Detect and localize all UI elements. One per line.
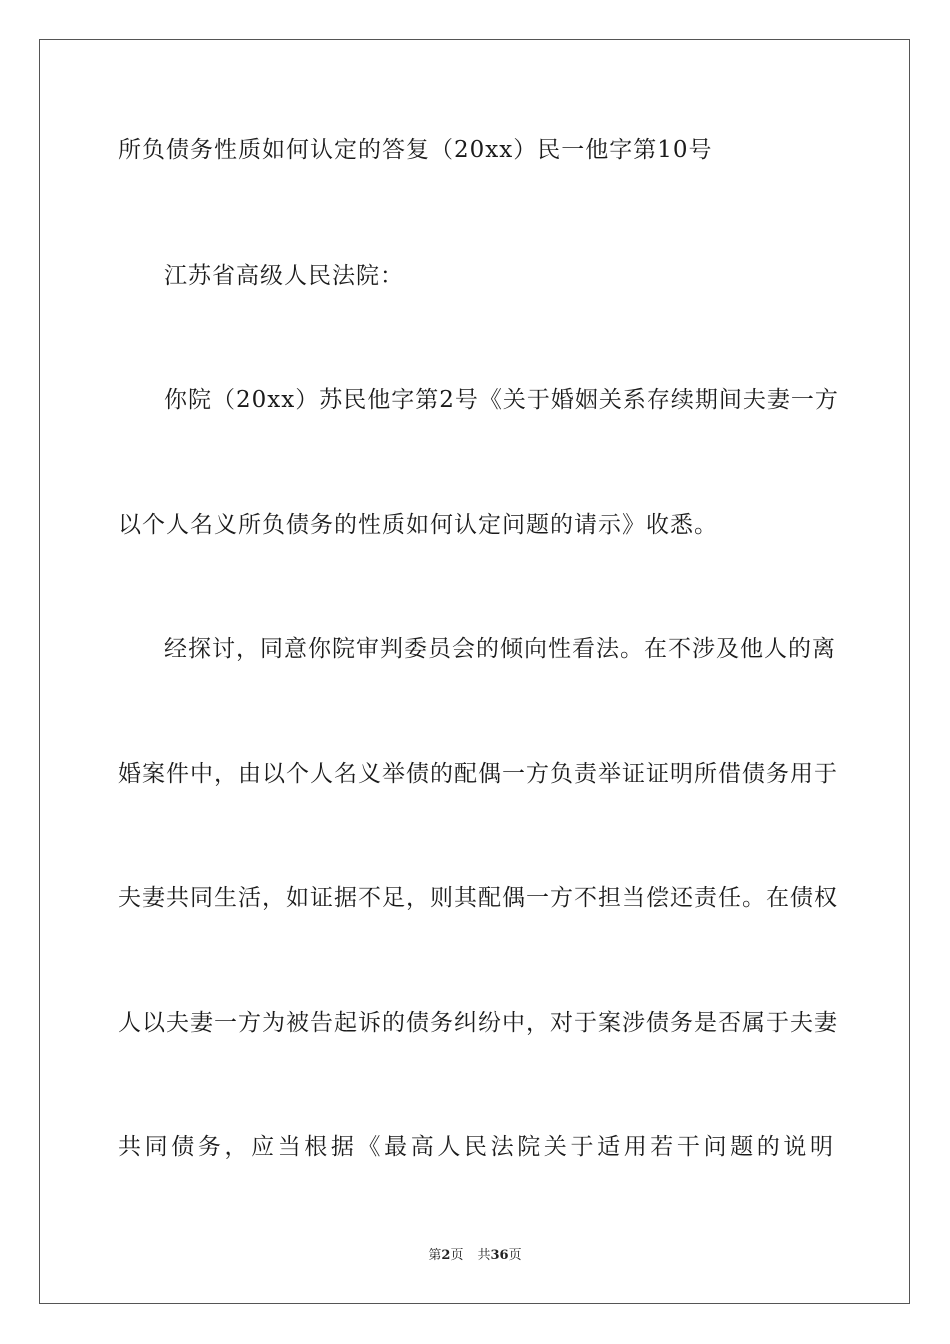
paragraph-line: 人以夫妻一方为被告起诉的债务纠纷中，对于案涉债务是否属于夫妻: [118, 1010, 838, 1036]
total-pages-number: 36: [490, 1248, 509, 1263]
page-border: [39, 39, 910, 1304]
paragraph-line: 婚案件中，由以个人名义举债的配偶一方负责举证证明所借债务用于: [118, 761, 838, 787]
paragraph-line: 共同债务，应当根据《最高人民法院关于适用若干问题的说明: [118, 1134, 834, 1160]
page-footer: [0, 1247, 950, 1265]
document-heading-line: 所负债务性质如何认定的答复（20xx）民一他字第10号: [118, 137, 713, 163]
current-page-number: 2: [441, 1248, 451, 1263]
addressee-line: 江苏省高级人民法院：: [164, 263, 404, 289]
total-pages-prefix: 共: [477, 1248, 491, 1263]
total-pages-suffix: 页: [508, 1248, 522, 1263]
paragraph-line: 你院（20xx）苏民他字第2号《关于婚姻关系存续期间夫妻一方: [164, 387, 839, 413]
paragraph-line: 经探讨，同意你院审判委员会的倾向性看法。在不涉及他人的离: [164, 636, 836, 662]
paragraph-line: 以个人名义所负债务的性质如何认定问题的请示》收悉。: [118, 512, 718, 538]
page-number-suffix: 页: [450, 1248, 464, 1263]
page-number-prefix: 第: [428, 1248, 442, 1263]
paragraph-line: 夫妻共同生活，如证据不足，则其配偶一方不担当偿还责任。在债权: [118, 885, 838, 911]
